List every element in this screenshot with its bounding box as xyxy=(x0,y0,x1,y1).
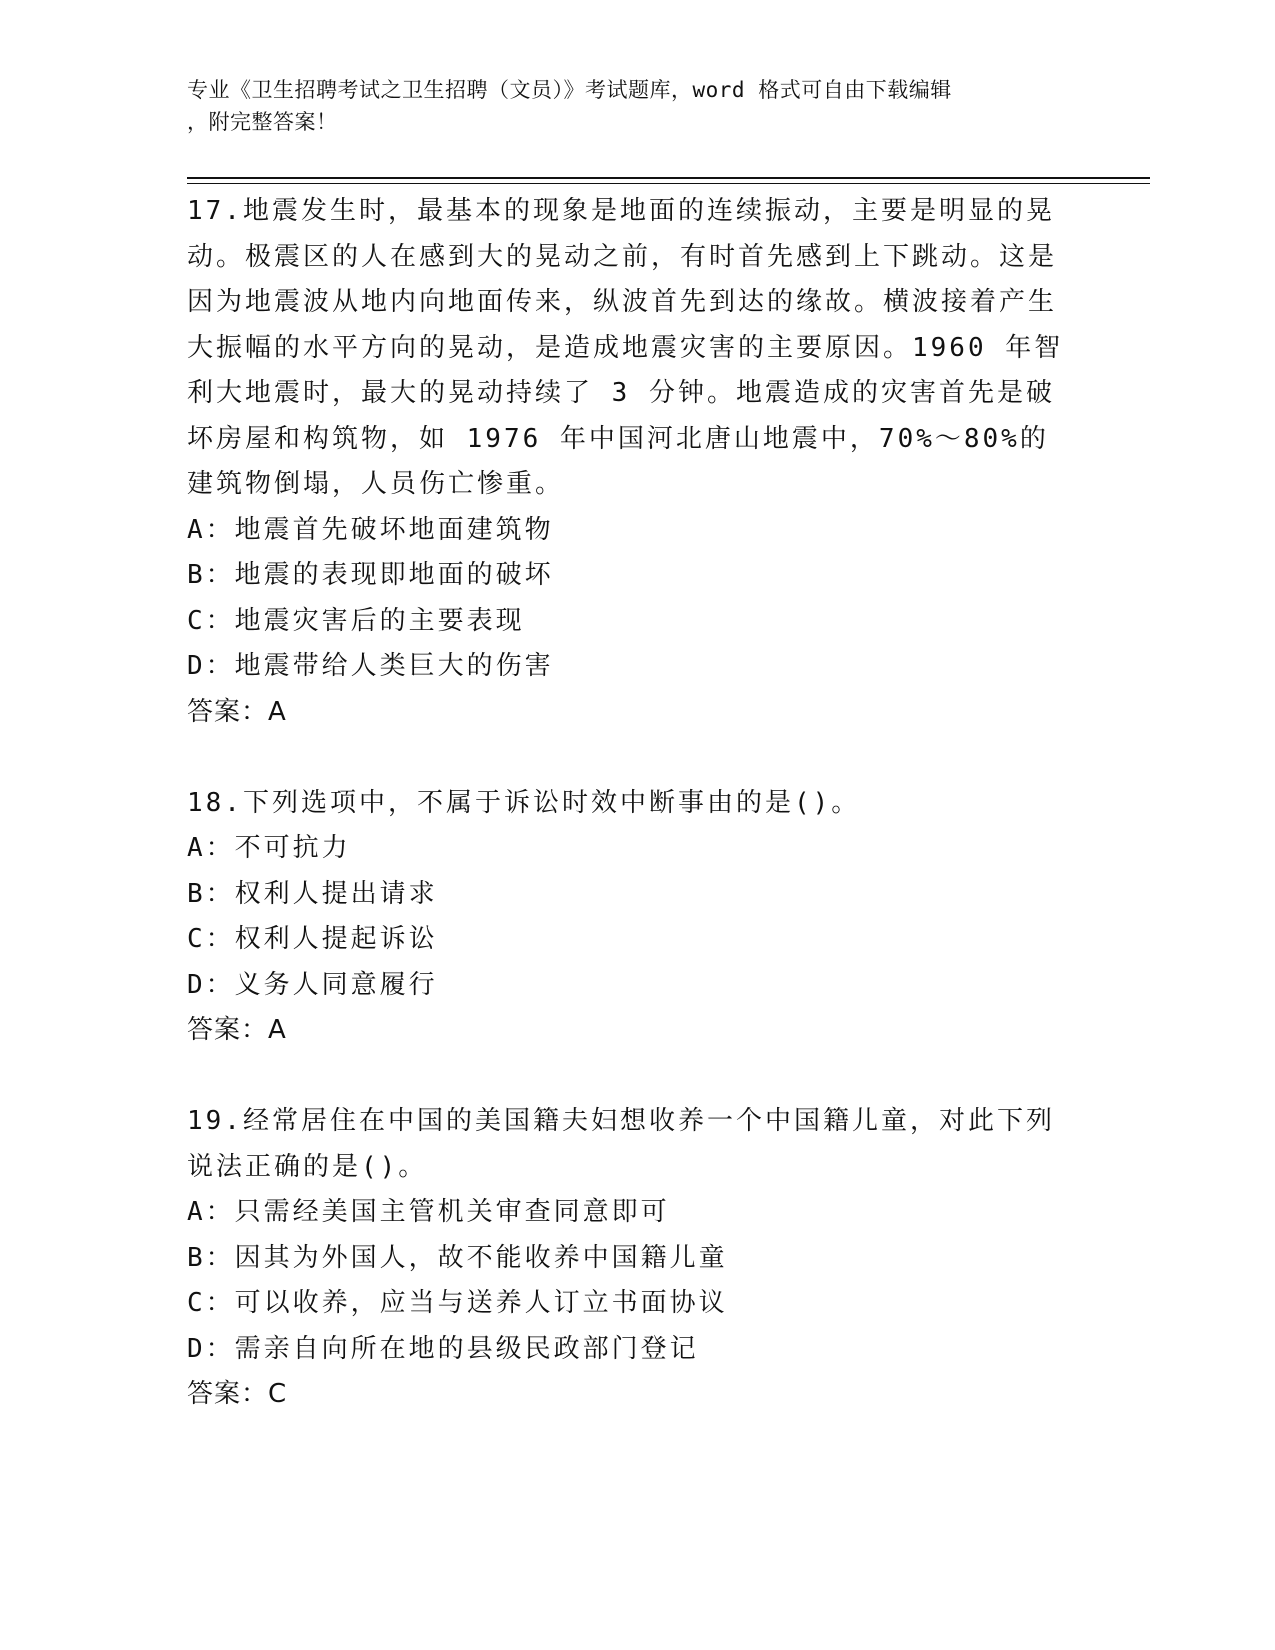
option-d: D：需亲自向所在地的县级民政部门登记 xyxy=(187,1333,699,1364)
question-spacer xyxy=(187,735,1077,781)
question-19 xyxy=(187,1099,1077,1418)
header-line-2: ，附完整答案！ xyxy=(187,110,338,134)
question-17 xyxy=(187,189,1077,735)
header-divider-thin xyxy=(187,183,1150,184)
question-list xyxy=(187,189,1077,1418)
question-18 xyxy=(187,781,1077,1054)
answer-line: 答案：A xyxy=(187,696,287,727)
option-a: A：不可抗力 xyxy=(187,833,351,863)
option-a: A：只需经美国主管机关审查同意即可 xyxy=(187,1197,670,1227)
answer-line: 答案：A xyxy=(187,1015,287,1045)
option-c: C：可以收养，应当与送养人订立书面协议 xyxy=(187,1288,728,1318)
option-b: B：权利人提出请求 xyxy=(187,878,438,909)
option-d: D：义务人同意履行 xyxy=(187,969,438,1000)
header-line-1: 专业《卫生招聘考试之卫生招聘（文员）》考试题库，word 格式可自由下载编辑 xyxy=(187,78,952,102)
question-stem: 17.地震发生时，最基本的现象是地面的连续振动，主要是明显的晃动。极震区的人在感到大的晃动之前，有时首先感到上下跳动。这是因为地震波从地内向地面传来，纵波首先到达的缘故。横波接着产生大振幅的水平方向的晃动，是造成地震灾害的主要原因。1960 年智利大地震时，最大的晃动持续了 3 分钟。地震造成的灾害首先是破坏房屋和构筑物，如 1976 年中国河北唐山地震中，70%～80%的建筑物倒塌，人员伤亡惨重。 xyxy=(187,196,1064,499)
option-a: A：地震首先破坏地面建筑物 xyxy=(187,514,554,545)
option-c: C：权利人提起诉讼 xyxy=(187,924,438,954)
option-b: B：因其为外国人，故不能收养中国籍儿童 xyxy=(187,1242,728,1273)
option-c: C：地震灾害后的主要表现 xyxy=(187,605,525,636)
document-header xyxy=(187,74,1067,138)
option-d: D：地震带给人类巨大的伤害 xyxy=(187,651,554,681)
answer-line: 答案：C xyxy=(187,1379,288,1409)
question-stem: 19.经常居住在中国的美国籍夫妇想收养一个中国籍儿童，对此下列说法正确的是()。 xyxy=(187,1106,1055,1182)
question-stem: 18.下列选项中，不属于诉讼时效中断事由的是()。 xyxy=(187,787,861,818)
header-divider-thick xyxy=(187,177,1150,179)
question-spacer xyxy=(187,1054,1077,1100)
option-b: B：地震的表现即地面的破坏 xyxy=(187,560,554,590)
